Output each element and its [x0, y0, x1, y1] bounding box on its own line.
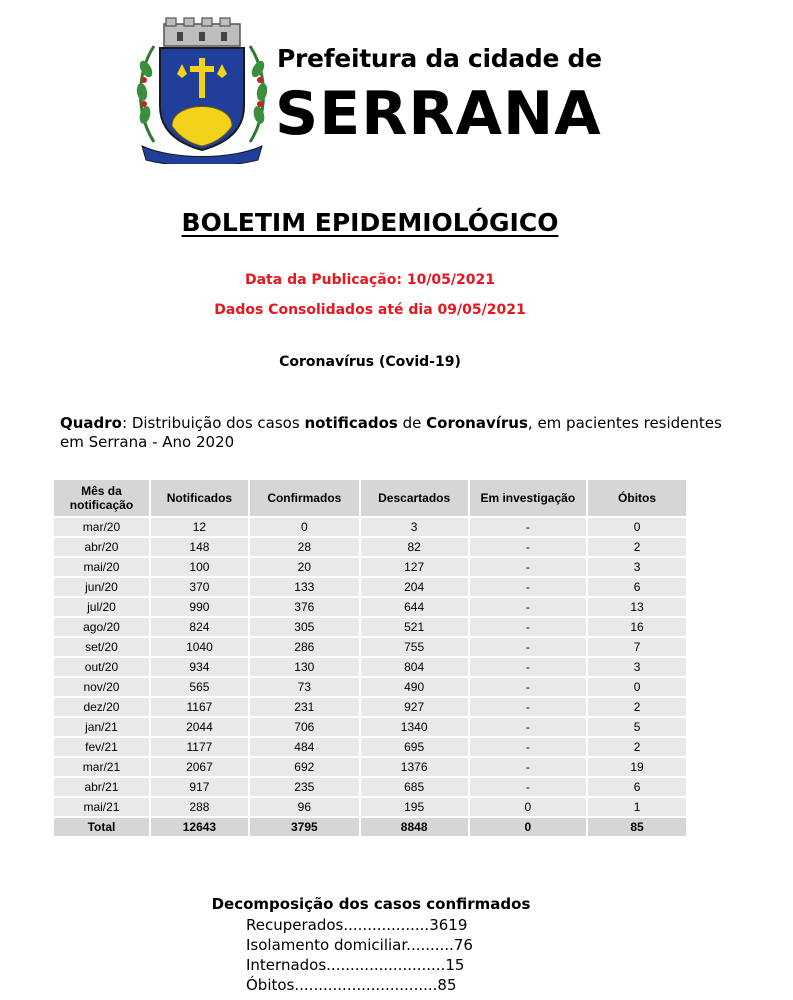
table-cell: 195	[361, 798, 468, 816]
table-cell: 2	[588, 738, 686, 756]
table-cell: -	[470, 658, 587, 676]
decomposition-item	[246, 955, 473, 975]
table-cell: 824	[151, 618, 248, 636]
item-value: 3619	[429, 916, 468, 934]
table-row	[54, 558, 686, 576]
table-cell: 133	[250, 578, 359, 596]
table-cell: 565	[151, 678, 248, 696]
table-cell: 1167	[151, 698, 248, 716]
table-cell: 16	[588, 618, 686, 636]
subject-heading: Coronavírus (Covid-19)	[279, 354, 461, 370]
logo	[132, 14, 602, 164]
total-cell: 85	[588, 818, 686, 836]
table-cell: 7	[588, 638, 686, 656]
table-cell: set/20	[54, 638, 149, 656]
table-row	[54, 718, 686, 736]
table-cell: 1340	[361, 718, 468, 736]
table-cell: 934	[151, 658, 248, 676]
logo-line2: SERRANA	[275, 79, 602, 149]
table-cell: 990	[151, 598, 248, 616]
table-cell: 5	[588, 718, 686, 736]
table-row	[54, 698, 686, 716]
item-label: Isolamento domiciliar	[246, 936, 407, 954]
table-cell: 370	[151, 578, 248, 596]
decomposition-item	[246, 975, 473, 995]
logo-line1: Prefeitura da cidade de	[277, 44, 602, 73]
table-cell: 2	[588, 538, 686, 556]
table-cell: 2044	[151, 718, 248, 736]
table-cell: 148	[151, 538, 248, 556]
table-row	[54, 758, 686, 776]
table-cell: 3	[361, 518, 468, 536]
table-cell: -	[470, 778, 587, 796]
table-row	[54, 778, 686, 796]
table-cell: -	[470, 618, 587, 636]
table-cell: 204	[361, 578, 468, 596]
table-row	[54, 738, 686, 756]
table-cell: 1	[588, 798, 686, 816]
table-cell: -	[470, 698, 587, 716]
table-header-row	[54, 480, 686, 516]
table-row	[54, 678, 686, 696]
caption-text1: : Distribuição dos casos	[122, 414, 305, 432]
item-leader: .........................	[326, 956, 446, 974]
total-cell: 8848	[361, 818, 468, 836]
table-cell: 2067	[151, 758, 248, 776]
table-row	[54, 518, 686, 536]
table-cell: 521	[361, 618, 468, 636]
table-cell: -	[470, 518, 587, 536]
table-cell: 127	[361, 558, 468, 576]
table-cell: 376	[250, 598, 359, 616]
table-body	[54, 518, 686, 836]
decomposition-title: Decomposição dos casos confirmados	[211, 895, 531, 913]
caption-text3: , em pacientes residentes em Serrana - Ano 2020	[60, 414, 722, 451]
table-cell: 0	[250, 518, 359, 536]
table-cell: 706	[250, 718, 359, 736]
table-cell: -	[470, 758, 587, 776]
column-header: Em investigação	[470, 480, 587, 516]
total-cell: Total	[54, 818, 149, 836]
table-cell: 685	[361, 778, 468, 796]
table-cell: -	[470, 598, 587, 616]
table-cell: -	[470, 538, 587, 556]
table-cell: mai/21	[54, 798, 149, 816]
table-cell: 73	[250, 678, 359, 696]
table-cell: 1376	[361, 758, 468, 776]
table-cell: 6	[588, 778, 686, 796]
table-cell: 1177	[151, 738, 248, 756]
table-cell: -	[470, 718, 587, 736]
table-cell: 12	[151, 518, 248, 536]
column-header: Notificados	[151, 480, 248, 516]
item-value: 76	[453, 936, 473, 954]
column-header: Óbitos	[588, 480, 686, 516]
table-cell: 235	[250, 778, 359, 796]
consolidated-date: Dados Consolidados até dia 09/05/2021	[214, 302, 526, 318]
table-cell: nov/20	[54, 678, 149, 696]
table-cell: 100	[151, 558, 248, 576]
column-header: Mês da notificação	[54, 480, 149, 516]
table-cell: 20	[250, 558, 359, 576]
cases-table	[52, 478, 688, 838]
table-cell: 231	[250, 698, 359, 716]
table-cell: 0	[588, 518, 686, 536]
table-cell: -	[470, 638, 587, 656]
table-cell: 1040	[151, 638, 248, 656]
table-cell: 3	[588, 558, 686, 576]
table-cell: -	[470, 678, 587, 696]
table-total-row	[54, 818, 686, 836]
table-cell: abr/20	[54, 538, 149, 556]
total-cell: 3795	[250, 818, 359, 836]
table-cell: 130	[250, 658, 359, 676]
total-cell: 12643	[151, 818, 248, 836]
total-cell: 0	[470, 818, 587, 836]
decomposition-item	[246, 915, 473, 935]
table-row	[54, 658, 686, 676]
table-cell: mar/20	[54, 518, 149, 536]
caption-text2: de	[397, 414, 427, 432]
table-cell: ago/20	[54, 618, 149, 636]
table-cell: 692	[250, 758, 359, 776]
table-cell: 96	[250, 798, 359, 816]
table-cell: 305	[250, 618, 359, 636]
table-cell: 82	[361, 538, 468, 556]
table-caption	[60, 414, 740, 452]
item-label: Recuperados	[246, 916, 344, 934]
table-cell: jun/20	[54, 578, 149, 596]
table-cell: 2	[588, 698, 686, 716]
table-cell: mar/21	[54, 758, 149, 776]
publication-date: Data da Publicação: 10/05/2021	[244, 272, 495, 288]
table-cell: fev/21	[54, 738, 149, 756]
item-value: 15	[445, 956, 465, 974]
table-cell: 490	[361, 678, 468, 696]
table-cell: 6	[588, 578, 686, 596]
item-leader: ..................	[343, 916, 430, 934]
table-cell: 917	[151, 778, 248, 796]
table-cell: jul/20	[54, 598, 149, 616]
table-cell: jan/21	[54, 718, 149, 736]
decomposition-list	[246, 915, 473, 995]
table-row	[54, 578, 686, 596]
table-cell: mai/20	[54, 558, 149, 576]
table-cell: -	[470, 578, 587, 596]
table-cell: 3	[588, 658, 686, 676]
item-label: Óbitos	[246, 976, 295, 994]
table-cell: abr/21	[54, 778, 149, 796]
table-cell: 644	[361, 598, 468, 616]
table-cell: out/20	[54, 658, 149, 676]
city-crest-icon	[132, 14, 272, 164]
table-cell: 804	[361, 658, 468, 676]
table-cell: 0	[470, 798, 587, 816]
column-header: Descartados	[361, 480, 468, 516]
table-row	[54, 598, 686, 616]
table-cell: 286	[250, 638, 359, 656]
caption-bold2: Coronavírus	[426, 414, 528, 432]
caption-bold1: notificados	[304, 414, 398, 432]
table-cell: 28	[250, 538, 359, 556]
table-cell: 0	[588, 678, 686, 696]
table-row	[54, 798, 686, 816]
table-row	[54, 538, 686, 556]
table-cell: 927	[361, 698, 468, 716]
table-cell: 484	[250, 738, 359, 756]
item-leader: ..........	[406, 936, 454, 954]
item-label: Internados	[246, 956, 327, 974]
table-cell: 19	[588, 758, 686, 776]
item-leader: ..............................	[294, 976, 438, 994]
decomposition-item	[246, 935, 473, 955]
table-cell: 755	[361, 638, 468, 656]
table-cell: 13	[588, 598, 686, 616]
caption-label: Quadro	[60, 414, 122, 432]
table-cell: -	[470, 738, 587, 756]
table-row	[54, 638, 686, 656]
table-cell: 695	[361, 738, 468, 756]
column-header: Confirmados	[250, 480, 359, 516]
table-cell: 288	[151, 798, 248, 816]
table-cell: -	[470, 558, 587, 576]
item-value: 85	[437, 976, 457, 994]
page-title: BOLETIM EPIDEMIOLÓGICO	[181, 208, 559, 237]
table-row	[54, 618, 686, 636]
table-cell: dez/20	[54, 698, 149, 716]
